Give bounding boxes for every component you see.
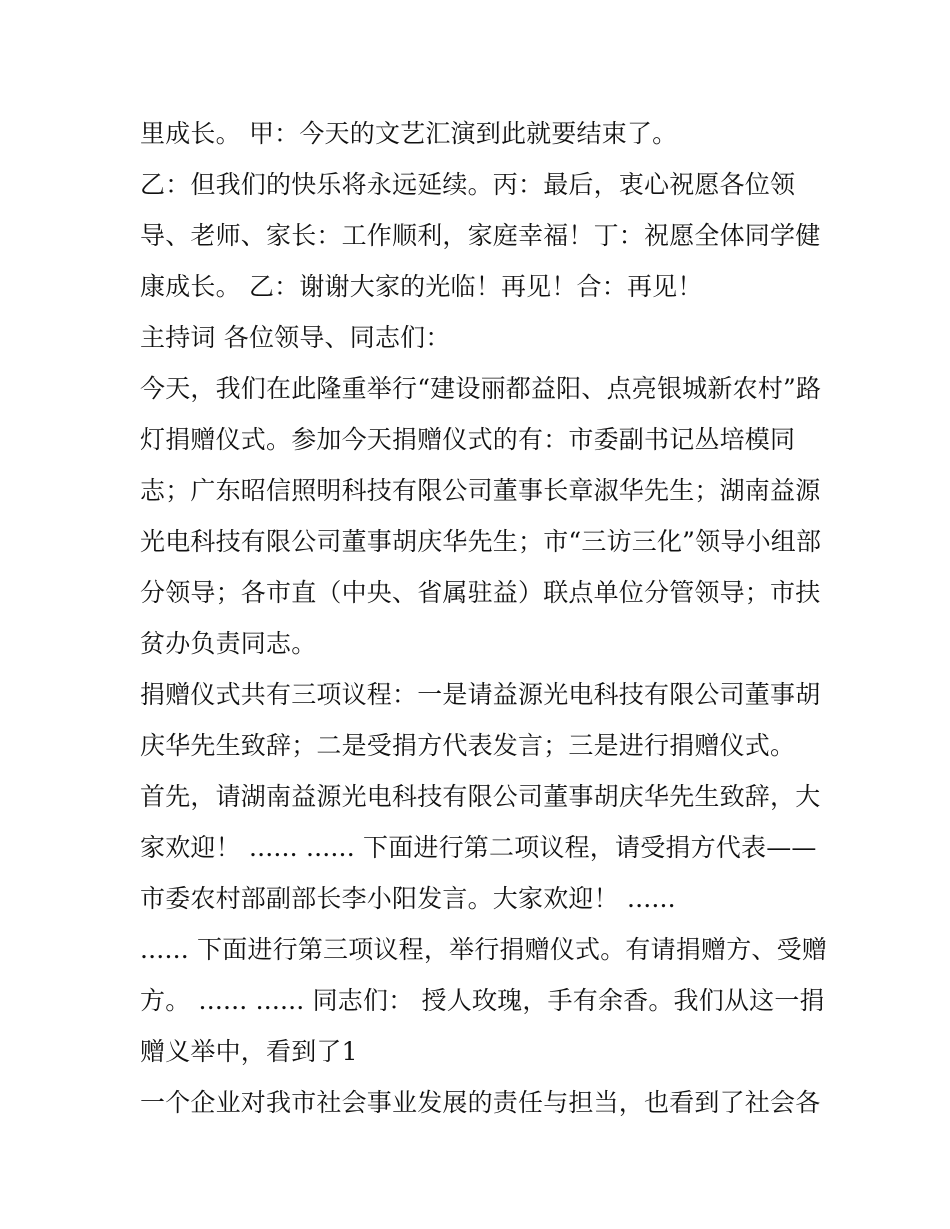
- text-line: 家欢迎！ ...... ...... 下面进行第二项议程，请受捐方代表——: [140, 833, 817, 862]
- text-line: 光电科技有限公司董事胡庆华先生；市“三访三化”领导小组部: [140, 527, 822, 556]
- text-line: 分领导；各市直（中央、省属驻益）联点单位分管领导；市扶: [140, 578, 821, 607]
- text-line: 康成长。 乙：谢谢大家的光临！再见！合：再见！: [140, 272, 703, 301]
- document-body: [140, 108, 830, 1128]
- text-line: 乙：但我们的快乐将永远延续。丙：最后，衷心祝愿各位领: [140, 170, 796, 199]
- text-line: ...... 下面进行第三项议程，举行捐赠仪式。有请捐赠方、受赠: [140, 935, 828, 964]
- text-line: 市委农村部副部长李小阳发言。大家欢迎！ ......: [140, 884, 676, 913]
- text-line: 灯捐赠仪式。参加今天捐赠仪式的有：市委副书记丛培模同: [140, 425, 796, 454]
- text-line: 首先，请湖南益源光电科技有限公司董事胡庆华先生致辞，大: [140, 782, 821, 811]
- text-line: 今天，我们在此隆重举行“建设丽都益阳、点亮银城新农村”路: [140, 374, 822, 403]
- text-line: 一个企业对我市社会事业发展的责任与担当，也看到了社会各: [140, 1088, 821, 1117]
- text-line: 里成长。 甲：今天的文艺汇演到此就要结束了。: [140, 119, 678, 148]
- text-line: 贫办负责同志。: [140, 629, 317, 658]
- text-line: 捐赠仪式共有三项议程：一是请益源光电科技有限公司董事胡: [140, 680, 821, 709]
- text-line: 方。 ...... ...... 同志们： 授人玫瑰，手有余香。我们从这一捐: [140, 986, 825, 1015]
- text-line: 志；广东昭信照明科技有限公司董事长章淑华先生；湖南益源: [140, 476, 821, 505]
- text-line: 主持词 各位领导、同志们：: [140, 323, 451, 352]
- text-line: 庆华先生致辞；二是受捐方代表发言；三是进行捐赠仪式。: [140, 731, 796, 760]
- text-line: 导、老师、家长：工作顺利，家庭幸福！丁：祝愿全体同学健: [140, 221, 821, 250]
- text-line: 赠义举中，看到了1: [140, 1037, 358, 1066]
